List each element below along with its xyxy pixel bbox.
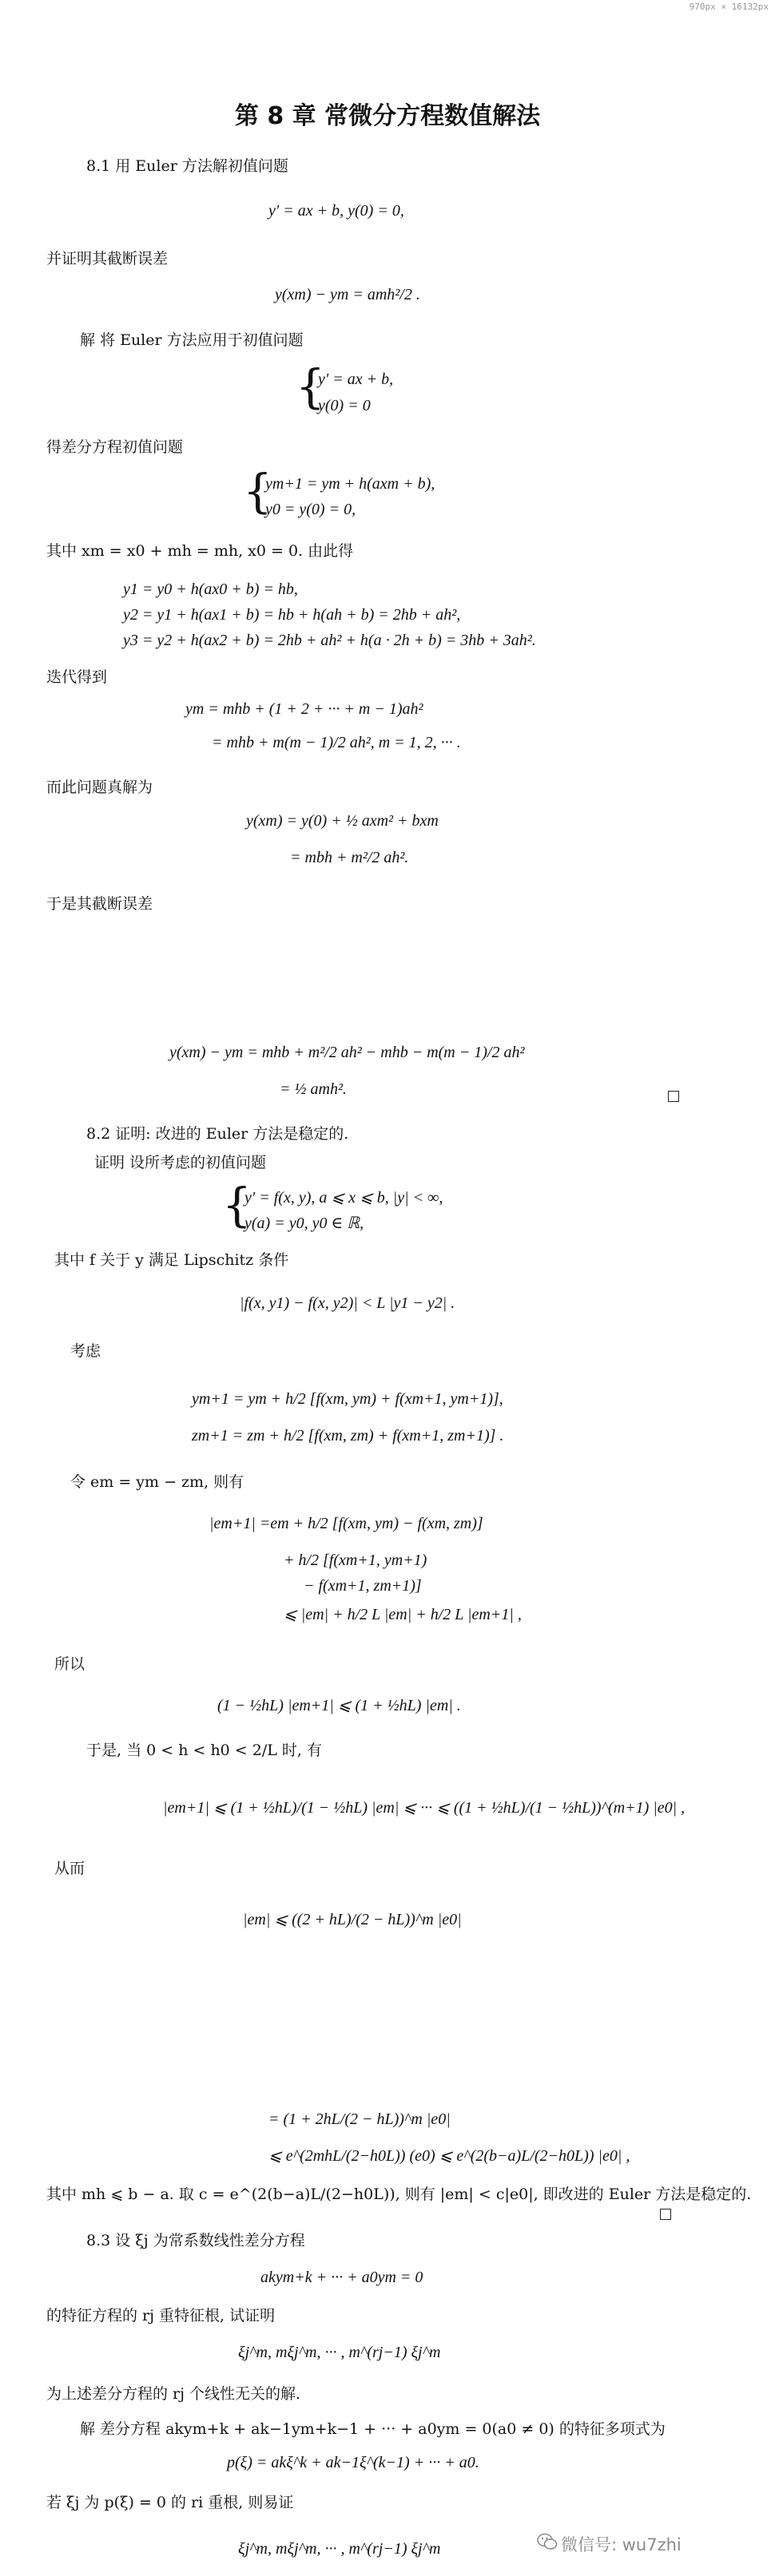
left-brace: { xyxy=(243,464,272,518)
solution-line: 解 将 Euler 方法应用于初值问题 xyxy=(80,331,304,349)
text-line: 迭代得到 xyxy=(46,668,108,686)
equation: zm+1 = zm + h/2 [f(xm, zm) + f(xm+1, zm+1)] . xyxy=(192,1427,504,1445)
watermark: 微信号: wu7zhi xyxy=(561,2535,682,2554)
text-line: 其中 f 关于 y 满足 Lipschitz 条件 xyxy=(54,1251,289,1269)
wechat-icon xyxy=(537,2531,558,2552)
equation: + h/2 [f(xm+1, ym+1) xyxy=(284,1552,427,1569)
problem-8-3-heading: 8.3 设 ξj 为常系数线性差分方程 xyxy=(86,2232,305,2249)
left-brace: { xyxy=(296,359,325,414)
equation: |f(x, y1) − f(x, y2)| < L |y1 − y2| . xyxy=(240,1294,455,1312)
text-line: 于是其截断误差 xyxy=(46,895,153,913)
equation: y(xm) − ym = mhb + m²/2 ah² − mhb − m(m − 1)/2 ah² xyxy=(169,1044,525,1061)
text-line: 令 em = ym − zm, 则有 xyxy=(70,1473,244,1491)
left-brace: { xyxy=(222,1178,252,1232)
equation: y2 = y1 + h(ax1 + b) = hb + h(ah + b) = 2hb + ah², xyxy=(123,606,461,624)
proof-line: 证明 设所考虑的初值问题 xyxy=(94,1154,267,1171)
text-line: 的特征方程的 rj 重特征根, 试证明 xyxy=(46,2307,276,2324)
equation: |em+1| =em + h/2 [f(xm, ym) − f(xm, zm)] xyxy=(209,1515,483,1532)
equation: |em| ⩽ ((2 + hL)/(2 − hL))^m |e0| xyxy=(243,1911,462,1928)
text-line: 为上述差分方程的 rj 个线性无关的解. xyxy=(46,2385,301,2403)
qed-box-icon xyxy=(668,1091,679,1102)
equation: = mbh + m²/2 ah². xyxy=(290,849,409,866)
text-line: 若 ξj 为 p(ξ) = 0 的 ri 重根, 则易证 xyxy=(46,2494,294,2511)
equation: y(xm) = y(0) + ½ axm² + bxm xyxy=(246,812,439,830)
equation: ⩽ |em| + h/2 L |em| + h/2 L |em+1| , xyxy=(284,1606,522,1623)
qed-box-icon xyxy=(660,2209,671,2220)
text-line: 考虑 xyxy=(70,1342,101,1360)
equation: = ½ amh². xyxy=(280,1080,347,1098)
equation: − f(xm+1, zm+1)] xyxy=(304,1577,422,1595)
equation: = mhb + m(m − 1)/2 ah², m = 1, 2, ··· . xyxy=(212,734,461,751)
equation: ξj^m, mξj^m, ··· , m^(rj−1) ξj^m xyxy=(238,2540,441,2558)
equation: akym+k + ··· + a0ym = 0 xyxy=(260,2269,423,2286)
image-size-label: 970px × 16132px xyxy=(689,2,769,12)
equation: ξj^m, mξj^m, ··· , m^(rj−1) ξj^m xyxy=(238,2344,441,2361)
text-line: 并证明其截断误差 xyxy=(46,250,169,268)
equation: (1 − ½hL) |em+1| ⩽ (1 + ½hL) |em| . xyxy=(217,1697,461,1714)
text-line: 而此问题真解为 xyxy=(46,779,153,796)
equation: y′ = ax + b, xyxy=(318,371,394,388)
problem-8-1-heading: 8.1 用 Euler 方法解初值问题 xyxy=(86,157,288,175)
text-line: 其中 mh ⩽ b − a. 取 c = e^(2(b−a)L/(2−h0L)), 则有 |em| < c|e0|, 即改进的 Euler 方法是稳定的. xyxy=(46,2186,752,2203)
equation: ym+1 = ym + h(axm + b), xyxy=(265,475,435,493)
equation: y(xm) − ym = amh²/2 . xyxy=(275,286,420,303)
problem-8-2-heading: 8.2 证明: 改进的 Euler 方法是稳定的. xyxy=(86,1125,349,1143)
chapter-title: 第 8 章 常微分方程数值解法 xyxy=(234,102,541,130)
equation: ⩽ e^(2mhL/(2−h0L)) (e0) ⩽ e^(2(b−a)L/(2−h0L)) |e0| , xyxy=(268,2147,630,2165)
equation: ym = mhb + (1 + 2 + ··· + m − 1)ah² xyxy=(185,700,423,718)
equation: y′ = f(x, y), a ⩽ x ⩽ b, |y| < ∞, xyxy=(244,1189,443,1207)
solution-line: 解 差分方程 akym+k + ak−1ym+k−1 + ··· + a0ym = 0(a0 ≠ 0) 的特征多项式为 xyxy=(80,2420,666,2438)
equation: y3 = y2 + h(ax2 + b) = 2hb + ah² + h(a · 2h + b) = 3hb + 3ah². xyxy=(123,632,536,649)
text-line: 其中 xm = x0 + mh = mh, x0 = 0. 由此得 xyxy=(46,542,354,560)
equation: y1 = y0 + h(ax0 + b) = hb, xyxy=(123,581,298,598)
text-line: 得差分方程初值问题 xyxy=(46,438,184,456)
text-line: 于是, 当 0 < h < h0 < 2/L 时, 有 xyxy=(86,1742,322,1759)
equation: y(a) = y0, y0 ∈ ℝ, xyxy=(244,1215,364,1232)
equation: p(ξ) = akξ^k + ak−1ξ^(k−1) + ··· + a0. xyxy=(227,2454,479,2471)
equation: y0 = y(0) = 0, xyxy=(265,501,356,518)
text-line: 所以 xyxy=(54,1655,85,1673)
text-line: 从而 xyxy=(54,1860,85,1877)
equation: y(0) = 0 xyxy=(318,397,371,414)
equation: = (1 + 2hL/(2 − hL))^m |e0| xyxy=(268,2110,451,2128)
equation: ym+1 = ym + h/2 [f(xm, ym) + f(xm+1, ym+1)], xyxy=(192,1390,503,1408)
equation: y′ = ax + b, y(0) = 0, xyxy=(268,202,404,220)
equation: |em+1| ⩽ (1 + ½hL)/(1 − ½hL) |em| ⩽ ··· ⩽ ((1 + ½hL)/(1 − ½hL))^(m+1) |e0| , xyxy=(163,1799,686,1817)
